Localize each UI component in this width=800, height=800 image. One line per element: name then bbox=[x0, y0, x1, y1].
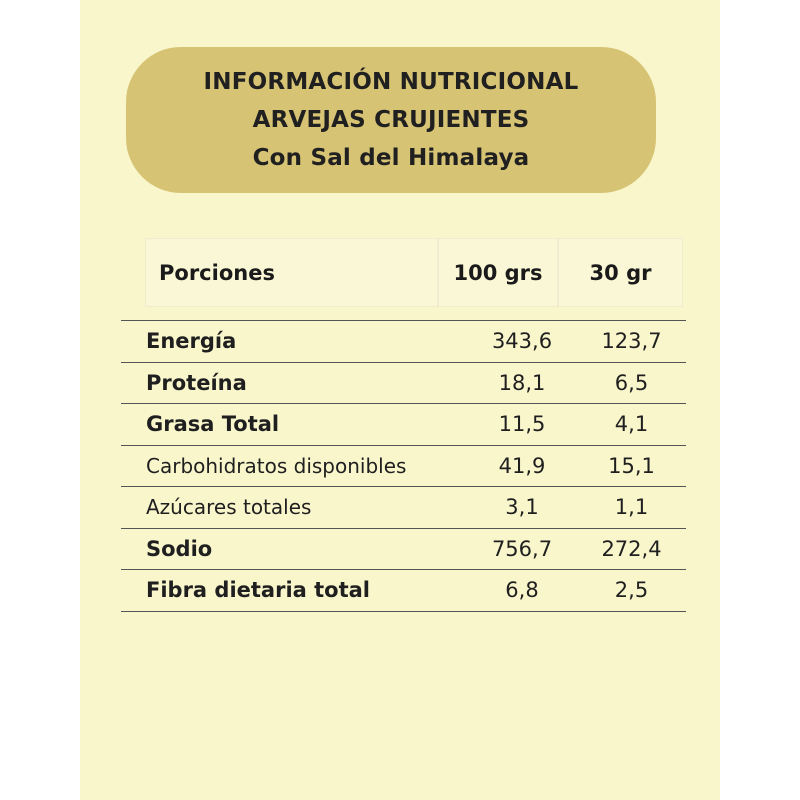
row-value-30g: 2,5 bbox=[614, 578, 649, 603]
table-row bbox=[121, 363, 686, 405]
table-header bbox=[145, 238, 683, 307]
row-value-100g: 6,8 bbox=[505, 578, 539, 603]
row-value-100g: 41,9 bbox=[498, 453, 546, 478]
row-label: Azúcares totales bbox=[146, 495, 312, 520]
header-portions: Porciones bbox=[145, 238, 438, 307]
row-value-30g: 15,1 bbox=[608, 453, 655, 478]
row-value-100g: 18,1 bbox=[498, 370, 546, 395]
row-value-100g: 343,6 bbox=[491, 329, 553, 354]
row-label: Carbohidratos disponibles bbox=[146, 453, 407, 478]
header-100g: 100 grs bbox=[438, 238, 558, 307]
table-row bbox=[121, 446, 686, 488]
row-value-100g: 11,5 bbox=[498, 412, 546, 437]
table-row bbox=[121, 404, 686, 446]
row-label: Fibra dietaria total bbox=[146, 578, 371, 603]
table-row bbox=[121, 529, 686, 571]
row-label: Energía bbox=[146, 329, 237, 354]
header-30g: 30 gr bbox=[558, 238, 683, 307]
banner-product: ARVEJAS CRUJIENTES bbox=[252, 107, 530, 133]
row-label: Proteína bbox=[146, 370, 247, 395]
table-row bbox=[121, 570, 686, 612]
nutrition-table bbox=[121, 320, 686, 612]
row-value-30g: 123,7 bbox=[601, 329, 662, 354]
row-value-30g: 1,1 bbox=[614, 495, 649, 520]
row-value-100g: 756,7 bbox=[491, 536, 553, 561]
row-value-30g: 272,4 bbox=[601, 536, 662, 561]
row-label: Sodio bbox=[146, 536, 213, 561]
row-label: Grasa Total bbox=[146, 412, 280, 437]
banner-variant: Con Sal del Himalaya bbox=[252, 145, 530, 171]
row-value-100g: 3,1 bbox=[505, 495, 539, 520]
row-value-30g: 4,1 bbox=[614, 412, 649, 437]
row-value-30g: 6,5 bbox=[614, 370, 649, 395]
title-banner bbox=[126, 47, 656, 193]
table-row bbox=[121, 321, 686, 363]
table-row bbox=[121, 487, 686, 529]
banner-title: INFORMACIÓN NUTRICIONAL bbox=[203, 69, 579, 95]
